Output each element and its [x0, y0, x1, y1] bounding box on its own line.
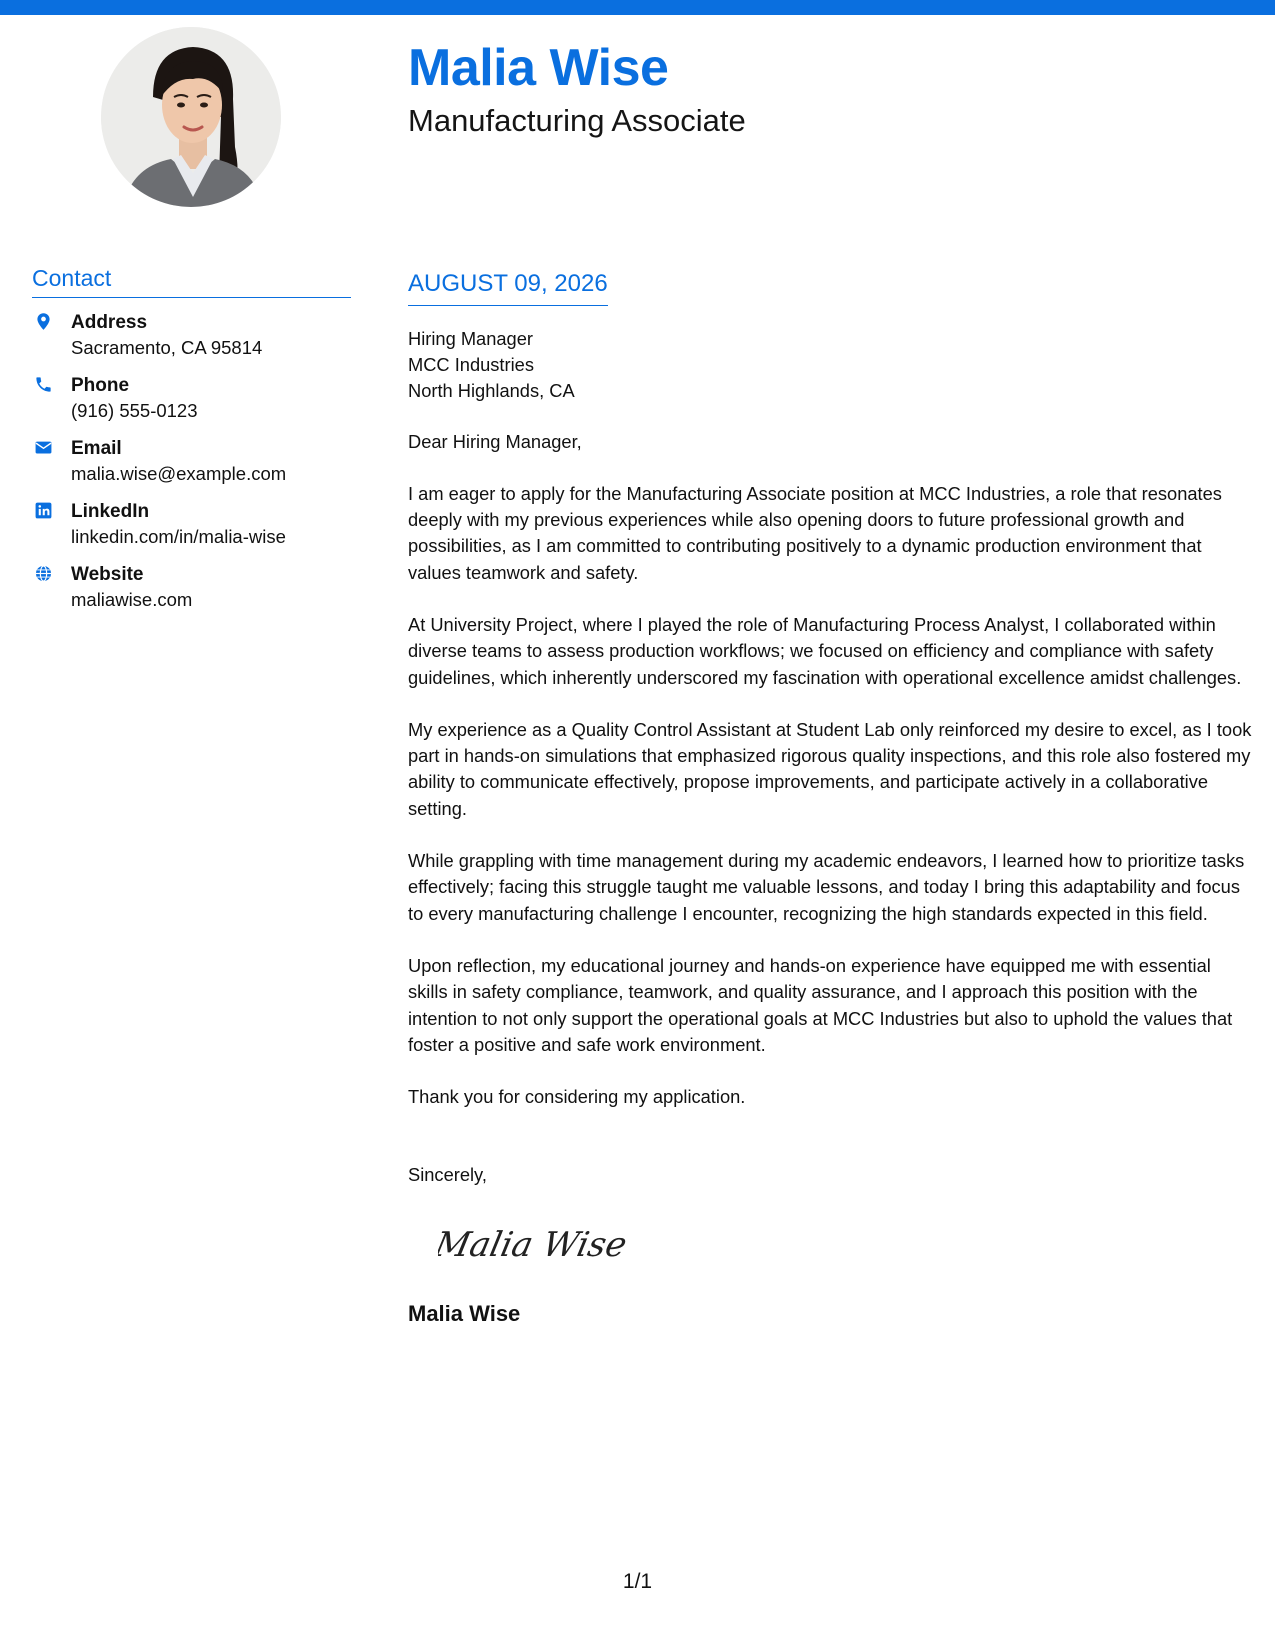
contact-item-website — [32, 562, 351, 612]
phone-icon — [34, 375, 53, 394]
contact-label: Website — [71, 563, 144, 585]
map-pin-icon — [34, 312, 53, 331]
profile-photo — [101, 27, 281, 207]
contact-item-linkedin — [32, 499, 351, 549]
globe-icon — [34, 564, 53, 583]
body-paragraph: My experience as a Quality Control Assistant at Student Lab only reinforced my desire to excel, as I took part in hands-on simulations that emphasized rigorous quality inspections, and this role also fostered my ability to communicate effectively, propose improvements, and participate actively in a collaborative setting. — [408, 718, 1252, 819]
contact-sidebar — [32, 265, 351, 625]
body-paragraph: At University Project, where I played the role of Manufacturing Process Analyst, I collaborated within diverse teams to assess production workflows; we focused on efficiency and compliance with safety guidelines, which inherently underscored my fascination with operational excellence amidst challenges. — [408, 613, 1242, 688]
job-title: Manufacturing Associate — [408, 103, 746, 138]
thank-you-line: Thank you for considering my application. — [408, 1086, 746, 1108]
signature-text: Malia Wise — [438, 1225, 631, 1266]
linkedin-value[interactable]: linkedin.com/in/malia-wise — [71, 525, 286, 547]
recipient-block — [408, 326, 1253, 404]
recipient-line: North Highlands, CA — [408, 379, 575, 401]
contact-heading: Contact — [32, 265, 351, 298]
signature-name: Malia Wise — [408, 1301, 521, 1327]
contact-label: Email — [71, 437, 122, 459]
contact-item-email — [32, 436, 351, 486]
envelope-icon — [34, 438, 53, 457]
body-paragraph: I am eager to apply for the Manufacturing Associate position at MCC Industries, a role that resonates deeply with my previous experiences while also opening doors to future professional growth and possibilities, as I am committed to contributing positively to a dynamic production environment that values teamwork and safety. — [408, 482, 1222, 583]
top-accent-bar — [0, 0, 1275, 15]
linkedin-icon — [34, 501, 53, 520]
phone-value: (916) 555-0123 — [71, 399, 198, 421]
contact-item-address — [32, 310, 351, 360]
avatar — [101, 27, 281, 207]
closing: Sincerely, — [408, 1164, 487, 1186]
website-value[interactable]: maliawise.com — [71, 588, 193, 610]
contact-item-phone — [32, 373, 351, 423]
handwritten-signature — [438, 1214, 638, 1274]
recipient-line: MCC Industries — [408, 353, 534, 375]
contact-label: Phone — [71, 374, 130, 396]
email-value[interactable]: malia.wise@example.com — [71, 462, 287, 484]
address-value: Sacramento, CA 95814 — [71, 336, 263, 358]
letter-date: AUGUST 09, 2026 — [408, 270, 608, 306]
salutation: Dear Hiring Manager, — [408, 430, 582, 452]
body-paragraph: Upon reflection, my educational journey and hands-on experience have equipped me with essential skills in safety compliance, teamwork, and quality assurance, and I approach this position with the intention to not only support the operational goals at MCC Industries but also to uphold the values that foster a positive and safe work environment. — [408, 954, 1233, 1055]
contact-label: Address — [71, 311, 148, 333]
page-number: 1/1 — [622, 1570, 653, 1593]
cover-letter-body — [408, 270, 1253, 1327]
body-paragraph: While grappling with time management during my academic endeavors, I learned how to prioritize tasks effectively; facing this struggle taught me valuable lessons, and today I bring this adaptability and focus to every manufacturing challenge I encounter, recognizing the high standards expected in this field. — [408, 850, 1245, 924]
contact-label: LinkedIn — [71, 500, 150, 522]
contact-list — [32, 310, 351, 612]
recipient-line: Hiring Manager — [408, 327, 533, 349]
applicant-name: Malia Wise — [408, 39, 669, 97]
